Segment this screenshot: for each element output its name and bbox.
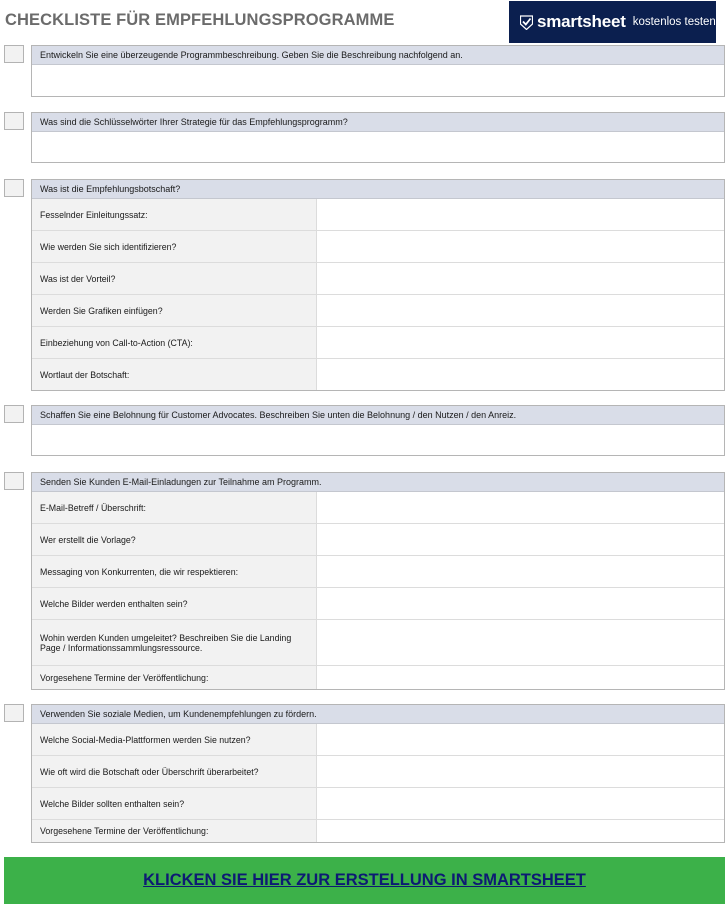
form-row: [32, 295, 724, 327]
form-row: [32, 724, 724, 756]
row-label: Wortlaut der Botschaft:: [32, 359, 317, 390]
answer-field[interactable]: [32, 65, 724, 96]
row-input[interactable]: [317, 295, 724, 326]
row-input[interactable]: [317, 620, 724, 665]
row-input[interactable]: [317, 524, 724, 555]
form-row: [32, 327, 724, 359]
answer-field[interactable]: [32, 425, 724, 455]
section-checkbox[interactable]: [4, 704, 24, 722]
row-label: Welche Bilder sollten enthalten sein?: [32, 788, 317, 819]
row-label: Einbeziehung von Call-to-Action (CTA):: [32, 327, 317, 358]
section-box: [31, 405, 725, 456]
section-header: Senden Sie Kunden E-Mail-Einladungen zur Teilnahme am Programm.: [32, 473, 724, 492]
row-input[interactable]: [317, 724, 724, 755]
row-input[interactable]: [317, 588, 724, 619]
form-row: [32, 620, 724, 666]
form-row: [32, 820, 724, 842]
section-header: Verwenden Sie soziale Medien, um Kundenempfehlungen zu fördern.: [32, 705, 724, 724]
form-row: [32, 199, 724, 231]
row-label: Welche Social-Media-Plattformen werden Sie nutzen?: [32, 724, 317, 755]
row-input[interactable]: [317, 263, 724, 294]
section-header: Was sind die Schlüsselwörter Ihrer Strategie für das Empfehlungsprogramm?: [32, 113, 724, 132]
row-input[interactable]: [317, 756, 724, 787]
row-label: Vorgesehene Termine der Veröffentlichung:: [32, 820, 317, 842]
form-row: [32, 756, 724, 788]
form-row: [32, 788, 724, 820]
section-box: [31, 112, 725, 163]
cta-banner[interactable]: [4, 857, 725, 904]
row-label: E-Mail-Betreff / Überschrift:: [32, 492, 317, 523]
free-trial-label: kostenlos testen: [632, 16, 716, 28]
section-checkbox[interactable]: [4, 45, 24, 63]
page-title: CHECKLISTE FÜR EMPFEHLUNGSPROGRAMME: [5, 11, 395, 29]
section-checkbox[interactable]: [4, 472, 24, 490]
row-input[interactable]: [317, 359, 724, 390]
row-input[interactable]: [317, 556, 724, 587]
row-label: Messaging von Konkurrenten, die wir respektieren:: [32, 556, 317, 587]
form-row: [32, 263, 724, 295]
smartsheet-logo-icon: [520, 15, 533, 30]
row-input[interactable]: [317, 199, 724, 230]
row-input[interactable]: [317, 492, 724, 523]
row-label: Wohin werden Kunden umgeleitet? Beschreiben Sie die Landing Page / Informationssammlungsressource.: [32, 620, 317, 665]
row-label: Was ist der Vorteil?: [32, 263, 317, 294]
row-input[interactable]: [317, 231, 724, 262]
section-box: [31, 704, 725, 843]
row-input[interactable]: [317, 788, 724, 819]
section-checkbox[interactable]: [4, 405, 24, 423]
form-row: [32, 359, 724, 390]
section-header: Schaffen Sie eine Belohnung für Customer Advocates. Beschreiben Sie unten die Belohnung / den Nutzen / den Anreiz.: [32, 406, 724, 425]
smartsheet-trial-banner[interactable]: [509, 1, 716, 43]
form-row: [32, 666, 724, 689]
section-checkbox[interactable]: [4, 112, 24, 130]
row-input[interactable]: [317, 820, 724, 842]
form-row: [32, 231, 724, 263]
brand-name: smartsheet: [537, 12, 626, 31]
row-label: Wer erstellt die Vorlage?: [32, 524, 317, 555]
section-box: [31, 179, 725, 391]
row-label: Vorgesehene Termine der Veröffentlichung:: [32, 666, 317, 689]
row-label: Wie werden Sie sich identifizieren?: [32, 231, 317, 262]
section-checkbox[interactable]: [4, 179, 24, 197]
form-row: [32, 524, 724, 556]
row-label: Werden Sie Grafiken einfügen?: [32, 295, 317, 326]
row-input[interactable]: [317, 666, 724, 689]
form-row: [32, 588, 724, 620]
row-input[interactable]: [317, 327, 724, 358]
row-label: Welche Bilder werden enthalten sein?: [32, 588, 317, 619]
form-row: [32, 556, 724, 588]
create-in-smartsheet-link[interactable]: KLICKEN SIE HIER ZUR ERSTELLUNG IN SMARTSHEET: [143, 871, 586, 889]
answer-field[interactable]: [32, 132, 724, 162]
section-box: [31, 45, 725, 97]
form-row: [32, 492, 724, 524]
row-label: Wie oft wird die Botschaft oder Überschrift überarbeitet?: [32, 756, 317, 787]
row-label: Fesselnder Einleitungssatz:: [32, 199, 317, 230]
section-box: [31, 472, 725, 690]
section-header: Was ist die Empfehlungsbotschaft?: [32, 180, 724, 199]
section-header: Entwickeln Sie eine überzeugende Programmbeschreibung. Geben Sie die Beschreibung nachfolgend an.: [32, 46, 724, 65]
